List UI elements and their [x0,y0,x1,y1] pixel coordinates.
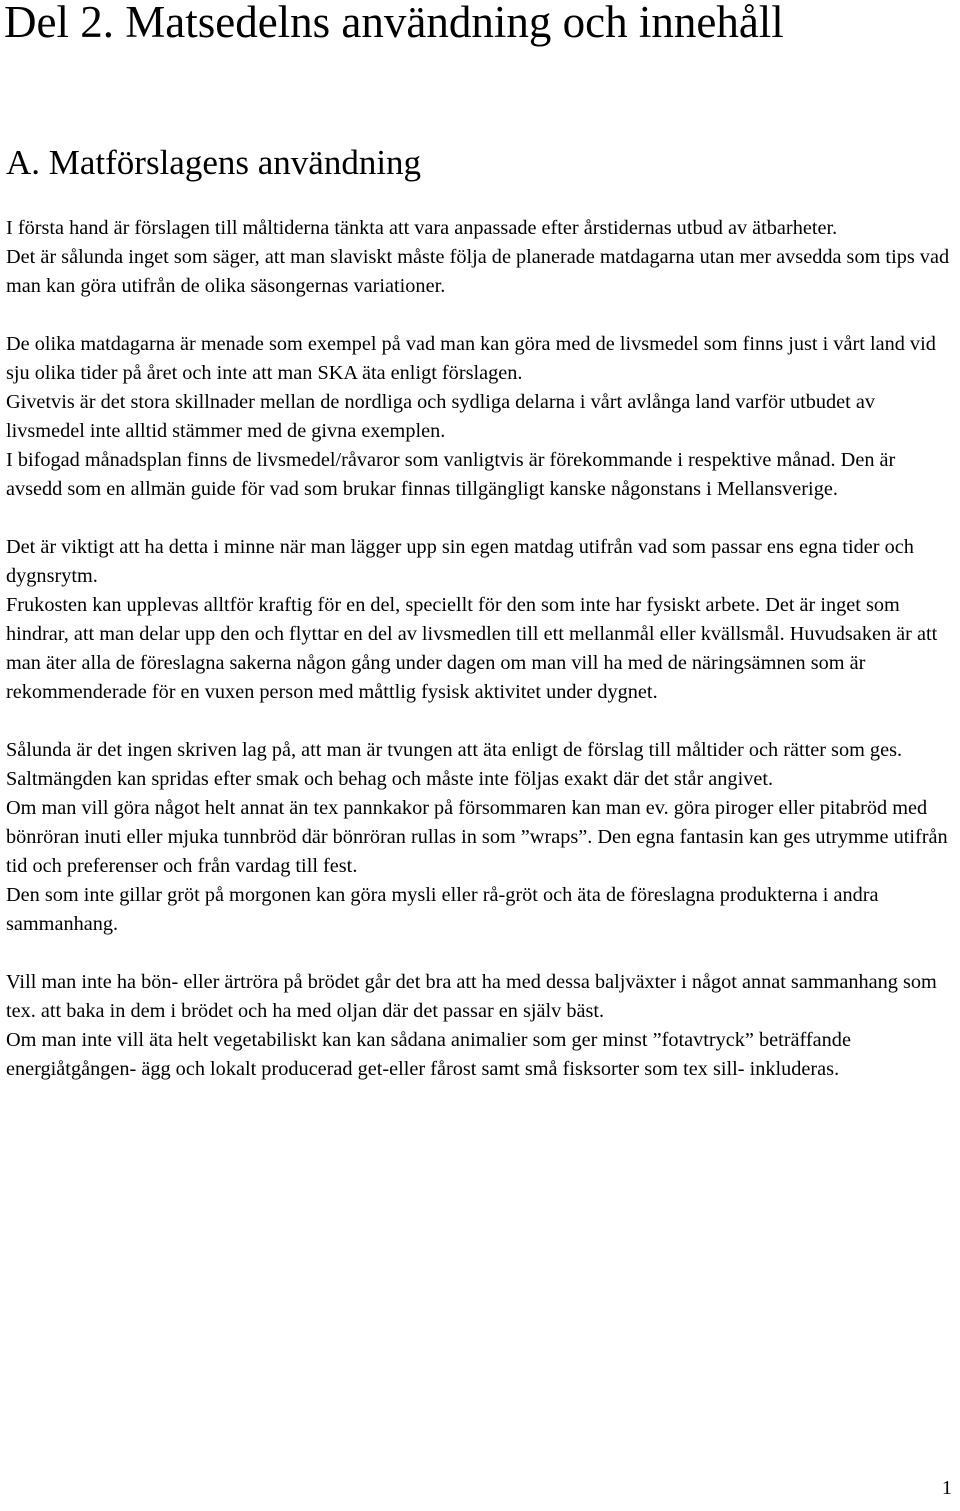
paragraph: De olika matdagarna är menade som exempel på vad man kan göra med de livsmedel som finns just i vårt land vid sju olika tider på året och inte att man SKA äta enligt förslagen. [6,333,936,384]
page-number: 1 [941,1477,952,1499]
section-heading: A. Matförslagens användning [6,143,422,182]
paragraph: Givetvis är det stora skillnader mellan de nordliga och sydliga delarna i vårt avlånga land varför utbudet av livsmedel inte alltid stämmer med de givna exemplen. [6,391,875,442]
paragraph: Det är sålunda inget som säger, att man slaviskt måste följa de planerade matdagarna utan mer avsedda som tips vad man kan göra utifrån de olika säsongernas variationer. [6,246,950,297]
page-heading: Del 2. Matsedelns användning och innehåll [4,0,784,47]
paragraph: Vill man inte ha bön- eller ärtröra på brödet går det bra att ha med dessa baljväxter i något annat sammanhang som tex. att baka in dem i brödet och ha med oljan där det passar en själv bäst. [6,971,937,1022]
paragraph: Det är viktigt att ha detta i minne när man lägger upp sin egen matdag utifrån vad som passar ens egna tider och dygnsrytm. [6,536,914,587]
paragraph: Om man inte vill äta helt vegetabiliskt kan kan sådana animalier som ger minst ”fotavtryck” beträffande energiåtgången- ägg och lokalt producerad get-eller fårost samt små fisksorter som tex sill- inkluderas. [6,1029,851,1080]
paragraph: Den som inte gillar gröt på morgonen kan göra mysli eller rå-gröt och äta de föreslagna produkterna i andra sammanhang. [6,884,879,935]
paragraph: Frukosten kan upplevas alltför kraftig för en del, speciellt för den som inte har fysiskt arbete. Det är inget som hindrar, att man delar upp den och flyttar en del av livsmedlen till ett mellanmål eller kvällsmål. Huvudsaken är att man äter alla de föreslagna sakerna någon gång under dagen om man vill ha med de näringsämnen som är rekommenderade för en vuxen person med måttlig fysisk aktivitet under dygnet. [6,594,938,703]
paragraph: Om man vill göra något helt annat än tex pannkakor på försommaren kan man ev. göra piroger eller pitabröd med bönröran inuti eller mjuka tunnbröd där bönröran rullas in som ”wraps”. Den egna fantasin kan ges utrymme utifrån tid och preferenser och från vardag till fest. [6,797,948,877]
paragraph: Sålunda är det ingen skriven lag på, att man är tvungen att äta enligt de förslag till måltider och rätter som ges. Saltmängden kan spridas efter smak och behag och måste inte följas exakt där det står angivet. [6,739,903,790]
paragraph: I första hand är förslagen till måltiderna tänkta att vara anpassade efter årstidernas utbud av ätbarheter. [6,217,838,239]
paragraph: I bifogad månadsplan finns de livsmedel/råvaror som vanligtvis är förekommande i respektive månad. Den är avsedd som en allmän guide för vad som brukar finnas tillgängligt kanske någonstans i Mellansverige. [6,449,896,500]
body-text [6,214,956,1084]
